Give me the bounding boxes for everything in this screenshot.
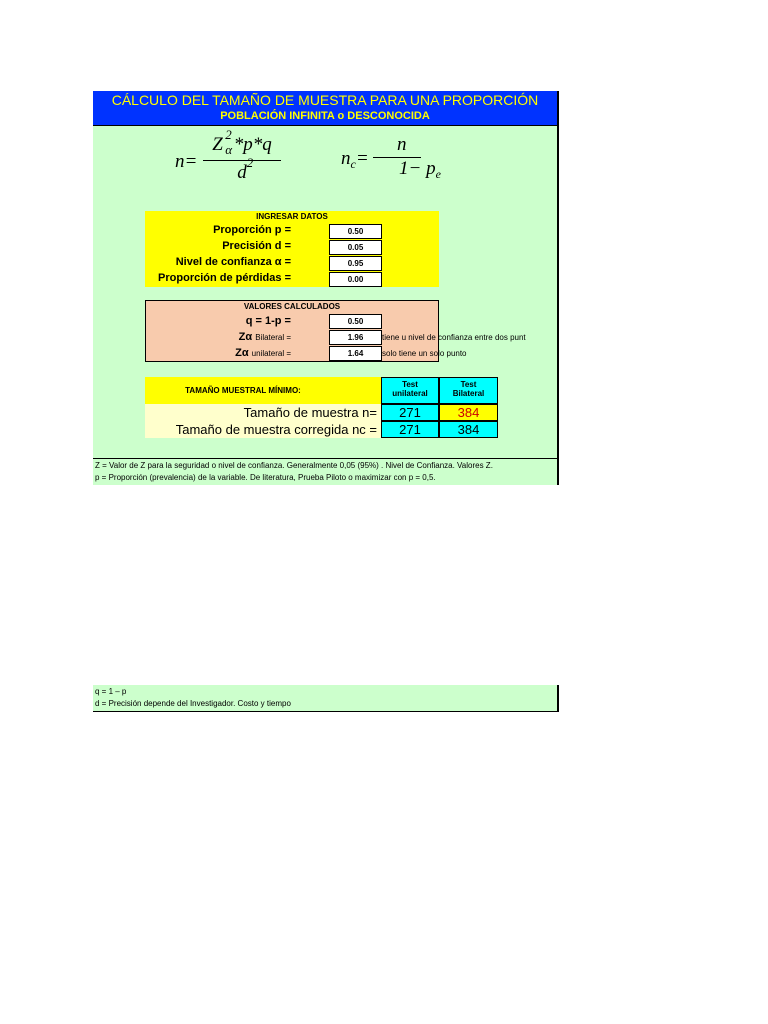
confidence-input[interactable]: 0.95 <box>329 256 382 271</box>
z-unilateral-subtitle: unilateral = <box>251 349 291 358</box>
calculated-values-heading: VALORES CALCULADOS <box>243 302 341 311</box>
z-bilateral-value: 1.96 <box>329 330 382 345</box>
z-bilateral-subtitle: Bilateral = <box>255 333 291 342</box>
formula-nc: $n_c=$ n $1- p_e$ <box>341 134 441 181</box>
q-value: 0.50 <box>329 314 382 329</box>
footnote-p: p = Proporción (prevalencia) de la variable. De literatura, Prueba Piloto o maximizar con p = 0,5. <box>95 473 436 482</box>
sample-size-unilateral: 271 <box>381 404 439 421</box>
precision-label: Precisión d = <box>222 240 291 252</box>
z-unilateral-label <box>145 346 291 361</box>
z-unilateral-note: solo tiene un solo punto <box>382 349 467 358</box>
title-banner <box>93 91 557 126</box>
proportion-input[interactable]: 0.50 <box>329 224 382 239</box>
col-header-bilateral <box>439 377 498 404</box>
result-heading: TAMAÑO MUESTRAL MÍNIMO: <box>185 386 301 395</box>
q-label: q = 1-p = <box>245 315 291 327</box>
losses-input[interactable]: 0.00 <box>329 272 382 287</box>
z-bilateral-label <box>145 330 291 345</box>
formula-n: n= Z 2 α *p*q d 2 <box>175 135 285 187</box>
z-unilateral-value: 1.64 <box>329 346 382 361</box>
col-header-unilateral-text: Test unilateral <box>392 380 428 398</box>
corrected-sample-size-label: Tamaño de muestra corregida nc = <box>175 422 377 437</box>
footnote-z: Z = Valor de Z para la seguridad o nivel de confianza. Generalmente 0,05 (95%) . Nivel de Confianza. Valores Z. <box>95 461 493 470</box>
page-title: CÁLCULO DEL TAMAÑO DE MUESTRA PARA UNA PROPORCIÓN <box>111 92 539 108</box>
footnote-d: d = Precisión depende del Investigador. Costo y tiempo <box>95 699 291 708</box>
z-bilateral-symbol: Zα <box>238 331 253 343</box>
input-data-heading: INGRESAR DATOS <box>256 212 328 221</box>
sample-size-label: Tamaño de muestra n= <box>243 405 377 420</box>
losses-label: Proporción de pérdidas = <box>158 272 291 284</box>
spreadsheet-panel <box>93 91 559 485</box>
page-subtitle: POBLACIÓN INFINITA o DESCONOCIDA <box>220 110 430 122</box>
precision-input[interactable]: 0.05 <box>329 240 382 255</box>
confidence-label: Nivel de confianza α = <box>175 256 291 268</box>
z-bilateral-note: tiene u nivel de confianza entre dos punt <box>382 333 526 342</box>
sample-size-bilateral: 384 <box>439 404 498 421</box>
col-header-unilateral <box>381 377 439 404</box>
footnote-divider <box>93 458 559 459</box>
footnote-q: q = 1 – p <box>95 687 127 696</box>
z-unilateral-symbol: Zα <box>235 347 249 359</box>
proportion-label: Proporción p = <box>213 224 291 236</box>
corrected-sample-size-unilateral: 271 <box>381 421 439 438</box>
col-header-bilateral-text: Test Bilateral <box>452 380 485 398</box>
corrected-sample-size-bilateral: 384 <box>439 421 498 438</box>
spreadsheet-panel-page2 <box>93 685 559 712</box>
